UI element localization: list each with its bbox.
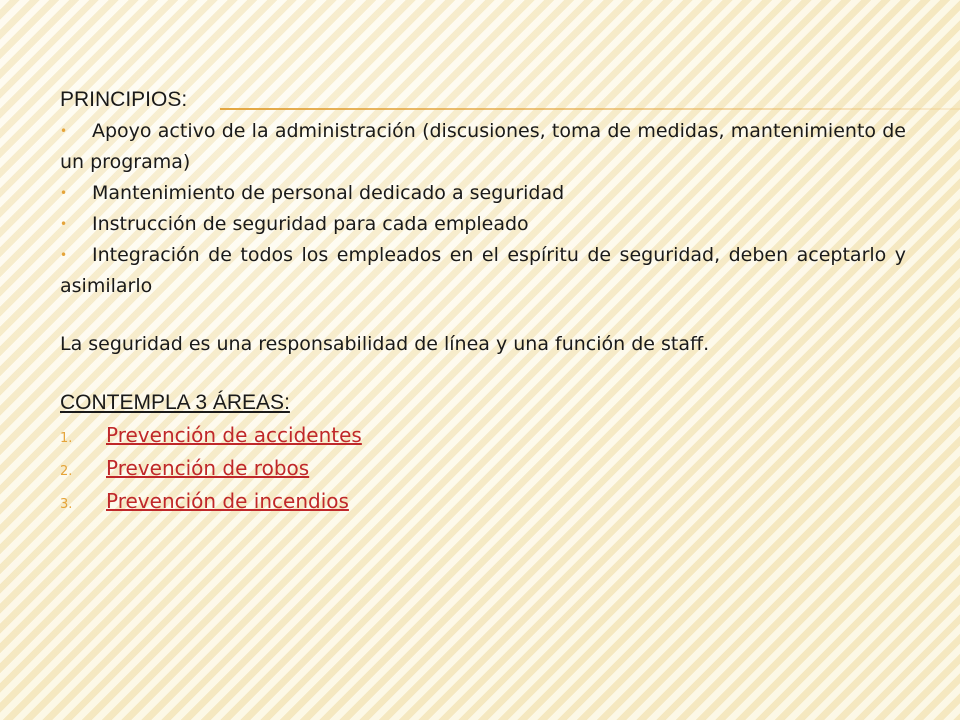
bullet-icon: • [60, 217, 68, 231]
spacer [60, 302, 906, 329]
contempla-heading: CONTEMPLA 3 ÁREAS: [60, 391, 290, 414]
principios-list [60, 116, 906, 302]
list-item [60, 452, 906, 485]
item-number: 2. [60, 464, 73, 479]
list-item: • Integración de todos los empleados en el espíritu de seguridad, deben aceptarlo y asimilarlo [60, 240, 906, 302]
bullet-icon: • [60, 186, 68, 200]
area-link-robos[interactable]: Prevención de robos [106, 456, 310, 480]
list-item: • Mantenimiento de personal dedicado a seguridad [60, 178, 906, 209]
list-item: • Apoyo activo de la administración (discusiones, toma de medidas, mantenimiento de un programa) [60, 116, 906, 178]
area-link-incendios[interactable]: Prevención de incendios [106, 489, 349, 513]
list-item [60, 485, 906, 518]
item-number: 1. [60, 431, 73, 446]
statement-text: La seguridad es una responsabilidad de línea y una función de staff. [60, 333, 710, 355]
principios-heading: PRINCIPIOS: [60, 88, 188, 111]
item-number: 3. [60, 497, 73, 512]
list-item [60, 419, 906, 452]
bullet-icon: • [60, 124, 68, 138]
slide-content [60, 84, 906, 518]
bullet-icon: • [60, 248, 68, 262]
spacer [60, 360, 906, 387]
area-link-accidentes[interactable]: Prevención de accidentes [106, 423, 362, 447]
list-item: • Instrucción de seguridad para cada empleado [60, 209, 906, 240]
areas-list [60, 419, 906, 518]
